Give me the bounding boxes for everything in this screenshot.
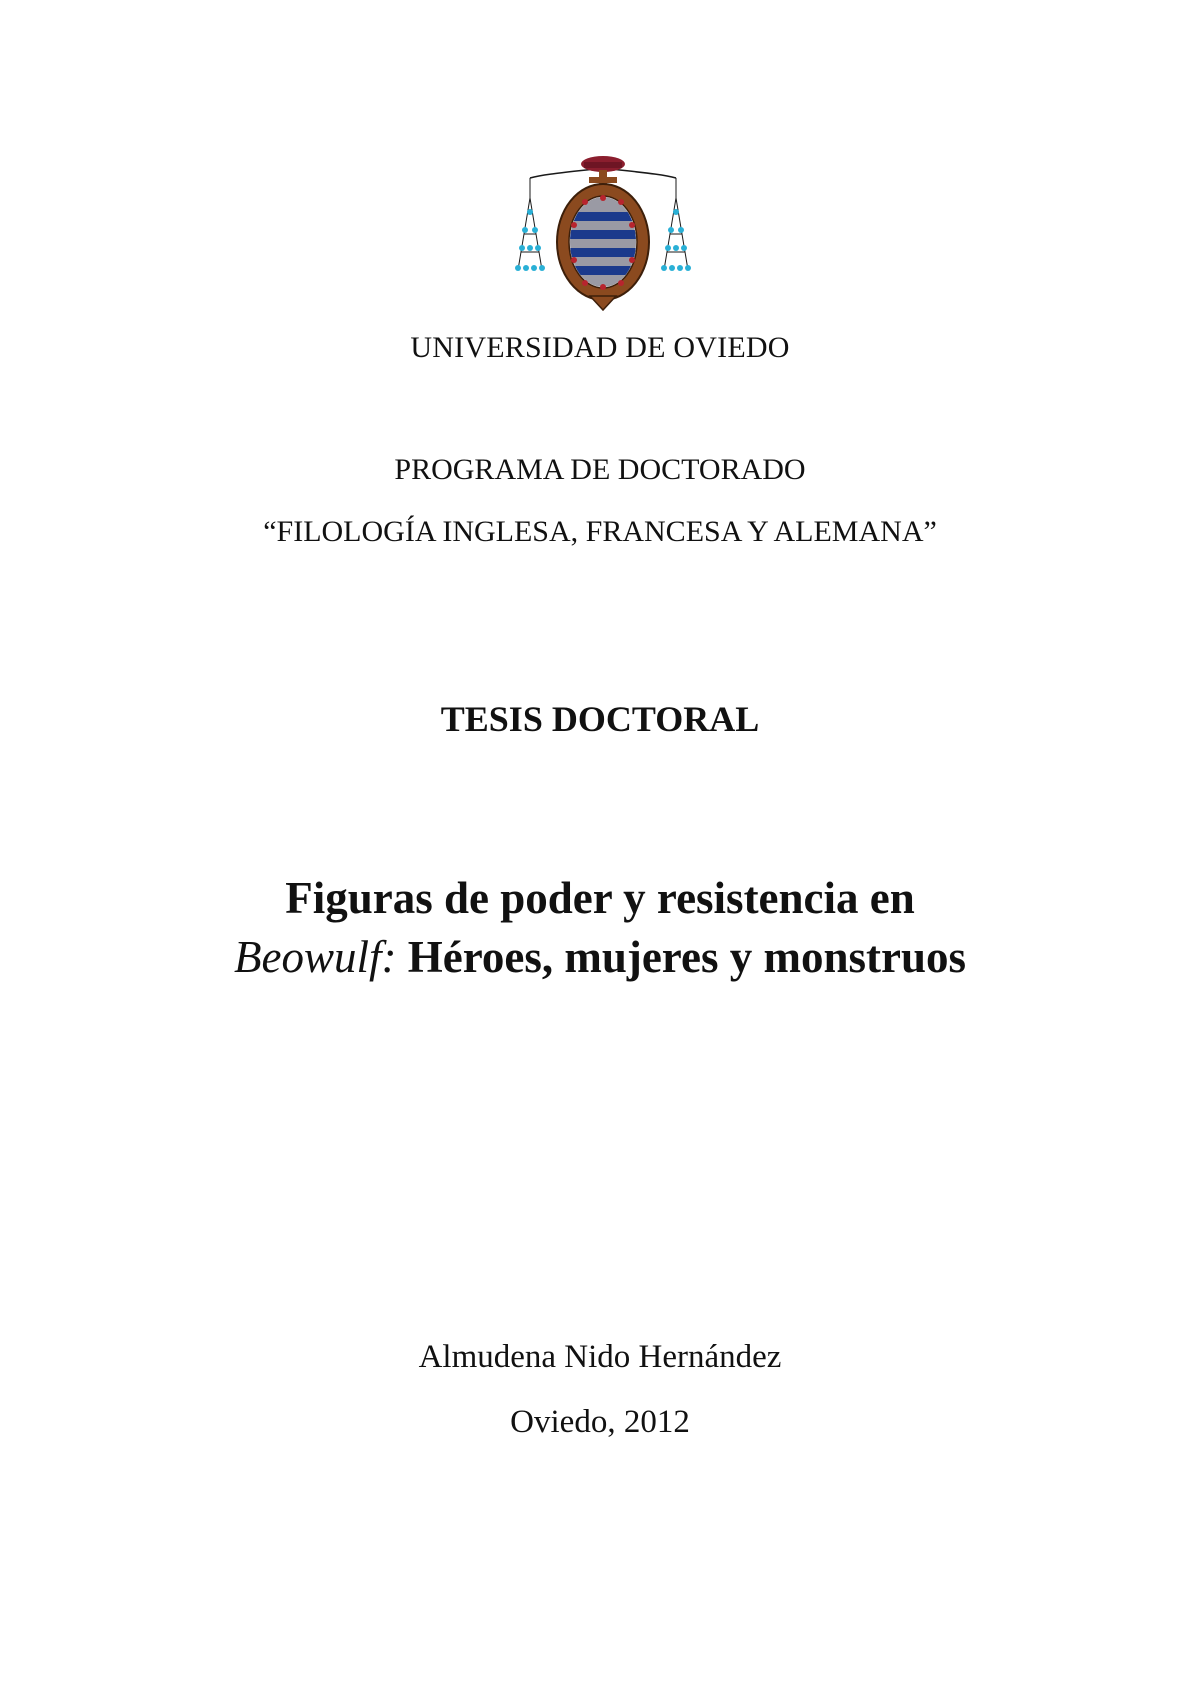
author-name: Almudena Nido Hernández (418, 1339, 782, 1375)
thesis-title-line-2 (0, 927, 1200, 987)
thesis-title-subtitle: Héroes, mujeres y monstruos (396, 932, 966, 982)
university-coat-of-arms (510, 150, 696, 322)
place-and-date: Oviedo, 2012 (510, 1404, 690, 1440)
thesis-title-work: Beowulf: (234, 932, 397, 982)
doctoral-program-heading: PROGRAMA DE DOCTORADO (394, 453, 806, 486)
doctoral-program-name: “FILOLOGÍA INGLESA, FRANCESA Y ALEMANA” (263, 515, 937, 548)
document-type: TESIS DOCTORAL (440, 699, 760, 739)
thesis-title-line-1: Figuras de poder y resistencia en (285, 873, 915, 923)
university-name: UNIVERSIDAD DE OVIEDO (410, 331, 790, 364)
